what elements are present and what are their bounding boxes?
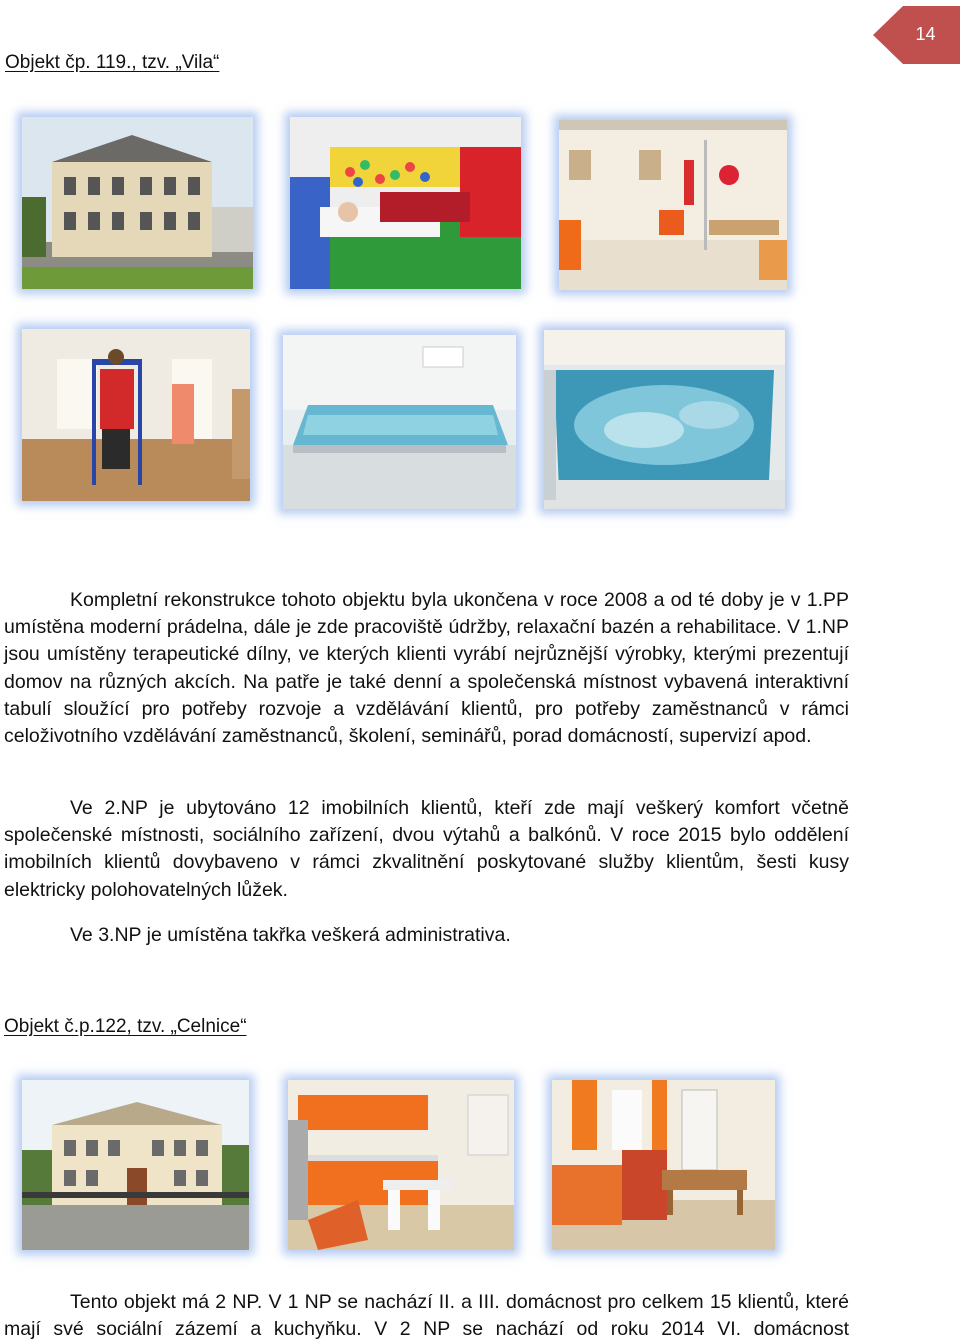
photo-vila-building <box>22 117 253 289</box>
paragraph-reconstruction-text: Kompletní rekonstrukce tohoto objektu byla ukončena v roce 2008 a od té doby je v 1.PP umístěna moderní prádelna, dále je zde pracoviště údržby, relaxační bazén a rehabilitace. V 1.NP jsou umístěny terapeutické dílny, ve kterých klienti vyrábí nejrůznější výrobky, kterými prezentují domov na různých akcích. Na patře je také denní a společenská místnost vybavená interaktivní tabulí sloužící pro potřeby rozvoje a vzdělávání klientů, pro potřeby zaměstnanců v rámci celoživotního vzdělávání zaměstnanců, školení, seminářů, porad domácností, supervizí apod. <box>4 589 849 748</box>
paragraph-third-floor-text: Ve 3.NP je umístěna takřka veškerá administrativa. <box>70 924 511 946</box>
photo-kitchen <box>288 1080 514 1250</box>
photo-celnice-building <box>22 1080 249 1250</box>
paragraph-second-floor-text: Ve 2.NP je ubytováno 12 imobilních klientů, kteří zde mají veškerý komfort včetně společenské místnosti, sociálního zařízení, dvou výtahů a balkónů. V roce 2015 bylo oddělení imobilních klientů dovybaveno v rámci zkvalitnění poskytované služby klientům, šesti kusy elektricky polohovatelných lůžek. <box>4 797 849 901</box>
photo-standing-frame <box>22 329 250 501</box>
photo-whirlpool <box>544 330 785 509</box>
section-heading-vila: Objekt čp. 119., tzv. „Vila“ <box>5 52 220 73</box>
photo-pool <box>283 335 516 509</box>
paragraph-celnice-text: Tento objekt má 2 NP. V 1 NP se nachází II. a III. domácnost pro celkem 15 klientů, které mají své sociální zázemí a kuchyňku. V 2 NP se nachází od roku 2014 VI. domácnost <box>4 1291 849 1341</box>
photo-rehab-room <box>559 120 787 290</box>
photo-ball-pit <box>290 117 521 289</box>
paragraph-celnice <box>4 1289 849 1343</box>
page-number-badge <box>873 6 960 64</box>
section-heading-celnice: Objekt č.p.122, tzv. „Celnice“ <box>4 1016 247 1037</box>
paragraph-second-floor <box>4 795 849 904</box>
photo-living-room <box>552 1080 775 1250</box>
page-number: 14 <box>915 24 936 44</box>
paragraph-reconstruction <box>4 587 849 750</box>
paragraph-third-floor <box>4 922 849 949</box>
